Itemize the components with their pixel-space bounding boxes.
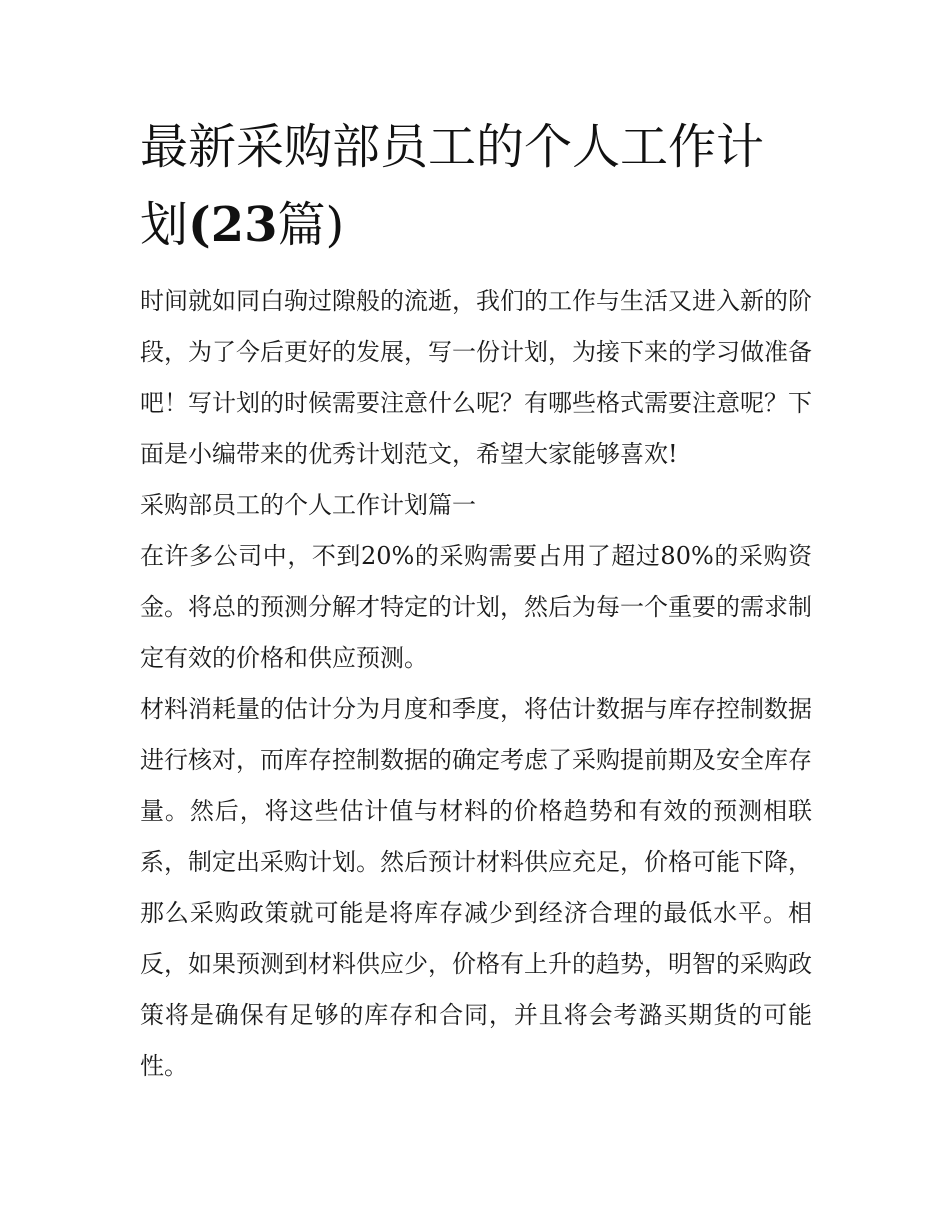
body-paragraph-1: 在许多公司中，不到20%的采购需要占用了超过80%的采购资金。将总的预测分解才特定的计划，然后为每一个重要的需求制定有效的价格和供应预测。	[140, 542, 812, 672]
title-article-count: (23	[188, 197, 278, 253]
document-body	[140, 276, 812, 1092]
title-line-2-suffix: 篇)	[277, 197, 345, 253]
document-title	[140, 108, 812, 264]
title-line-1: 最新采购部员工的个人工作计	[140, 119, 765, 175]
intro-paragraph: 时间就如同白驹过隙般的流逝，我们的工作与生活又进入新的阶段，为了今后更好的发展，写一份计划，为接下来的学习做准备吧！写计划的时候需要注意什么呢？有哪些格式需要注意呢？下面是小编带来的优秀计划范文，希望大家能够喜欢!	[140, 287, 812, 468]
body-paragraph-2: 材料消耗量的估计分为月度和季度，将估计数据与库存控制数据进行核对，而库存控制数据的确定考虑了采购提前期及安全库存量。然后，将这些估计值与材料的价格趋势和有效的预测相联系，制定出采购计划。然后预计材料供应充足，价格可能下降，那么采购政策就可能是将库存减少到经济合理的最低水平。相反，如果预测到材料供应少，价格有上升的趋势，明智的采购政策将是确保有足够的库存和合同，并且将会考潞买期货的可能性。	[140, 695, 812, 1080]
document-page	[140, 108, 812, 1092]
title-line-2-prefix: 划	[140, 197, 189, 253]
section-heading: 采购部员工的个人工作计划篇一	[140, 491, 476, 519]
